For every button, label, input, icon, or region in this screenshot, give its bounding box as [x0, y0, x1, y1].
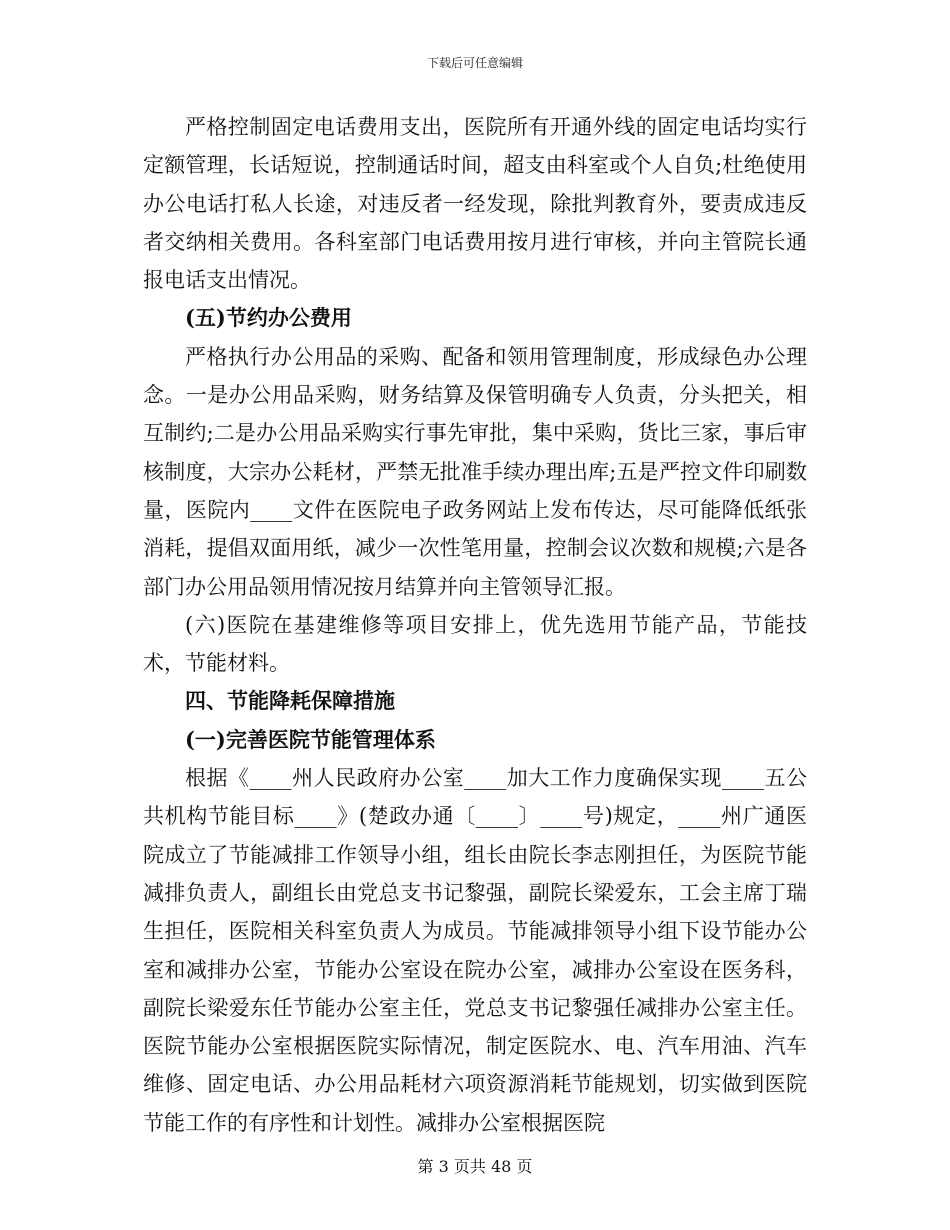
page-header: 下载后可任意编辑 [426, 56, 523, 70]
paragraph-phone-expenses: 严格控制固定电话费用支出，医院所有开通外线的固定电话均实行定额管理，长话短说，控制通话时间，超支由科室或个人自负;杜绝使用办公电话打私人长途，对违反者一经发现，除批判教育外，要责成违反者交纳相关费用。各科室部门电话费用按月进行审核，并向主管院长通报电话支出情况。 [143, 115, 807, 293]
page-footer: 第 3 页共 48 页 [417, 1157, 533, 1176]
chapter-heading-four: 四、节能降耗保障措施 [185, 688, 395, 714]
document-body [143, 108, 807, 1142]
paragraph-office-expenses: 严格执行办公用品的采购、配备和领用管理制度，形成绿色办公理念。一是办公用品采购，财务结算及保管明确专人负责，分头把关，相互制约;二是办公用品采购实行事先审批，集中采购，货比三家，事后审核制度，大宗办公耗材，严禁无批准手续办理出库;五是严控文件印刷数量，医院内____文件在医院电子政务网站上发布传达，尽可能降低纸张消耗，提倡双面用纸，减少一次性笔用量，控制会议次数和规模;六是各部门办公用品领用情况按月结算并向主管领导汇报。 [143, 344, 807, 599]
section-heading-one: (一)完善医院节能管理体系 [185, 726, 436, 752]
paragraph-management-system: 根据《____州人民政府办公室____加大工作力度确保实现____五公共机构节能目标____》(楚政办通〔____〕____号)规定，____州广通医院成立了节能减排工作领导小组，组长由院长李志刚担任，为医院节能减排负责人，副组长由党总支书记黎强，副院长梁爱东，工会主席丁瑞生担任，医院相关科室负责人为成员。节能减排领导小组下设节能办公室和减排办公室，节能办公室设在院办公室，减排办公室设在医务科，副院长梁爱东任节能办公室主任，党总支书记黎强任减排办公室主任。医院节能办公室根据医院实际情况，制定医院水、电、汽车用油、汽车维修、固定电话、办公用品耗材六项资源消耗节能规划，切实做到医院节能工作的有序性和计划性。减排办公室根据医院 [143, 766, 807, 1135]
section-heading-five: (五)节约办公费用 [185, 305, 352, 331]
paragraph-construction: (六)医院在基建维修等项目安排上，优先选用节能产品，节能技术，节能材料。 [143, 612, 807, 676]
